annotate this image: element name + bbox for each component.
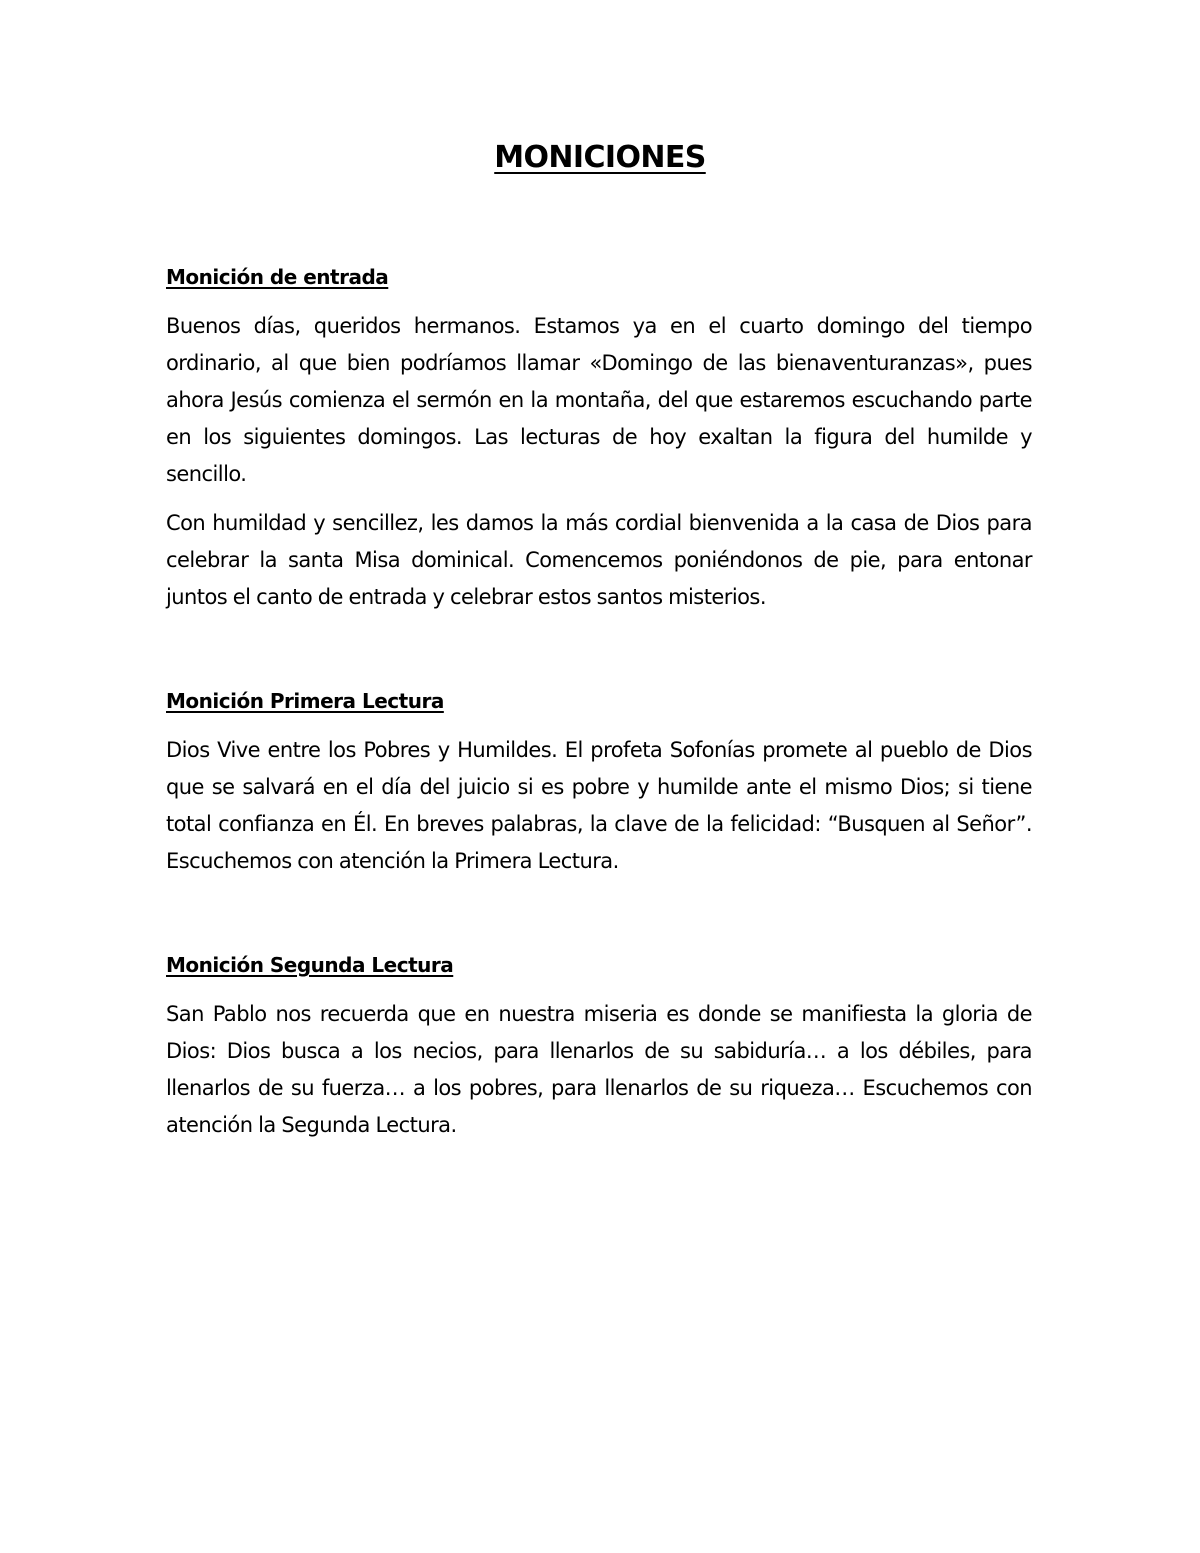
section-heading: Monición Segunda Lectura: [166, 953, 454, 977]
section-monicion-segunda-lectura: [166, 950, 1032, 1144]
section-paragraph: Con humildad y sencillez, les damos la más cordial bienvenida a la casa de Dios para celebrar la santa Misa dominical. Comencemos poniéndonos de pie, para entonar juntos el canto de entrada y celebrar estos santos misterios.: [166, 511, 1032, 609]
document-title: MONICIONES: [494, 140, 706, 175]
section-monicion-primera-lectura: [166, 686, 1032, 880]
section-paragraph: Buenos días, queridos hermanos. Estamos ya en el cuarto domingo del tiempo ordinario, al que bien podríamos llamar «Domingo de las bienaventuranzas», pues ahora Jesús comienza el sermón en la montaña, del que estaremos escuchando parte en los siguientes domingos. Las lecturas de hoy exaltan la figura del humilde y sencillo.: [166, 314, 1032, 486]
section-paragraph: San Pablo nos recuerda que en nuestra miseria es donde se manifiesta la gloria de Dios: Dios busca a los necios, para llenarlos de su sabiduría… a los débiles, para llenarlos de su fuerza… a los pobres, para llenarlos de su riqueza… Escuchemos con atención la Segunda Lectura.: [166, 1002, 1032, 1137]
section-heading: Monición Primera Lectura: [166, 689, 444, 713]
section-monicion-entrada: [166, 262, 1032, 616]
section-heading: Monición de entrada: [166, 265, 389, 289]
section-paragraph: Dios Vive entre los Pobres y Humildes. El profeta Sofonías promete al pueblo de Dios que se salvará en el día del juicio si es pobre y humilde ante el mismo Dios; si tiene total confianza en Él. En breves palabras, la clave de la felicidad: “Busquen al Señor”. Escuchemos con atención la Primera Lectura.: [166, 738, 1032, 873]
